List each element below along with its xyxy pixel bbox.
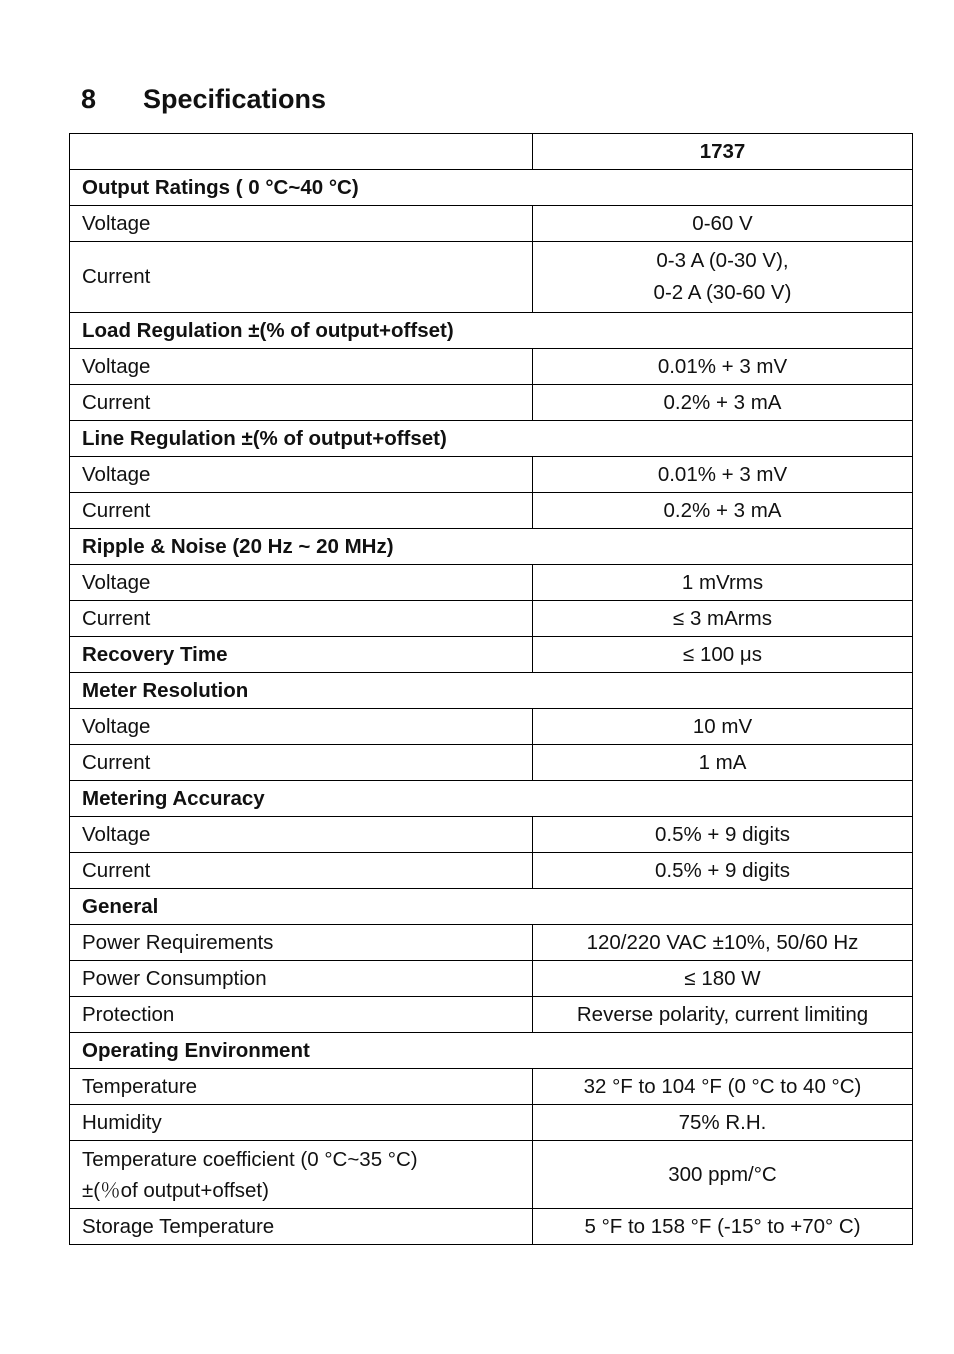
spec-value-line: 0-3 A (0-30 V),: [656, 249, 789, 272]
header-label-cell: [70, 134, 533, 170]
group-ripple-noise: Ripple & Noise (20 Hz ~ 20 MHz): [70, 529, 913, 565]
spec-label: Temperature: [70, 1069, 533, 1105]
spec-value: 1 mA: [533, 745, 913, 781]
group-load-regulation: Load Regulation ±(% of output+offset): [70, 313, 913, 349]
spec-label: [70, 1141, 533, 1209]
model-number-header: 1737: [533, 134, 913, 170]
spec-label: Current: [70, 385, 533, 421]
table-row: [70, 206, 913, 242]
spec-value: 75% R.H.: [533, 1105, 913, 1141]
spec-value: 32 °F to 104 °F (0 °C to 40 °C): [533, 1069, 913, 1105]
table-row: [70, 709, 913, 745]
section-title: Specifications: [143, 84, 327, 114]
table-row: [70, 493, 913, 529]
spec-label: Voltage: [70, 457, 533, 493]
spec-value: 0.5% + 9 digits: [533, 817, 913, 853]
spec-label: Voltage: [70, 565, 533, 601]
spec-label: Current: [70, 601, 533, 637]
table-row: [70, 961, 913, 997]
group-meter-resolution: Meter Resolution: [70, 673, 913, 709]
group-row: [70, 889, 913, 925]
table-row: [70, 745, 913, 781]
table-row: [70, 1209, 913, 1245]
spec-label: Voltage: [70, 817, 533, 853]
spec-label: Current: [70, 242, 533, 313]
table-row: [70, 1105, 913, 1141]
spec-value: 10 mV: [533, 709, 913, 745]
spec-label: Current: [70, 493, 533, 529]
table-row: [70, 925, 913, 961]
table-row: [70, 853, 913, 889]
group-general: General: [70, 889, 913, 925]
spec-label: Voltage: [70, 349, 533, 385]
spec-value: 5 °F to 158 °F (-15° to +70° C): [533, 1209, 913, 1245]
spec-label: Voltage: [70, 709, 533, 745]
group-output-ratings: Output Ratings ( 0 °C~40 °C): [70, 170, 913, 206]
spec-value: 0.5% + 9 digits: [533, 853, 913, 889]
spec-value: 0.01% + 3 mV: [533, 349, 913, 385]
section-heading: [81, 84, 326, 115]
group-row: [70, 529, 913, 565]
spec-value: 0.2% + 3 mA: [533, 493, 913, 529]
spec-label: Recovery Time: [70, 637, 533, 673]
spec-value: ≤ 3 mArms: [533, 601, 913, 637]
table-row: [70, 637, 913, 673]
spec-label: Protection: [70, 997, 533, 1033]
spec-label-line: Temperature coefficient (0 °C~35 °C): [82, 1147, 418, 1171]
section-number: 8: [81, 84, 97, 114]
spec-value: Reverse polarity, current limiting: [533, 997, 913, 1033]
spec-value: 120/220 VAC ±10%, 50/60 Hz: [533, 925, 913, 961]
spec-label: Power Requirements: [70, 925, 533, 961]
table-row: [70, 997, 913, 1033]
spec-label: Storage Temperature: [70, 1209, 533, 1245]
table-row: [70, 1069, 913, 1105]
spec-label: Humidity: [70, 1105, 533, 1141]
table-row: [70, 385, 913, 421]
spec-label: Current: [70, 745, 533, 781]
spec-label: Power Consumption: [70, 961, 533, 997]
group-row: [70, 313, 913, 349]
table-row: [70, 242, 913, 313]
specifications-table: [69, 133, 913, 1245]
spec-value: 300 ppm/°C: [533, 1141, 913, 1209]
table-row: [70, 457, 913, 493]
table-row: [70, 1141, 913, 1209]
spec-label: Voltage: [70, 206, 533, 242]
group-row: [70, 781, 913, 817]
spec-value: ≤ 100 μs: [533, 637, 913, 673]
spec-value: [533, 242, 913, 313]
spec-value: 0.01% + 3 mV: [533, 457, 913, 493]
group-line-regulation: Line Regulation ±(% of output+offset): [70, 421, 913, 457]
group-row: [70, 170, 913, 206]
table-row: [70, 565, 913, 601]
group-row: [70, 421, 913, 457]
spec-value: 1 mVrms: [533, 565, 913, 601]
table-row: [70, 817, 913, 853]
spec-label: Current: [70, 853, 533, 889]
spec-value: 0-60 V: [533, 206, 913, 242]
spec-value: 0.2% + 3 mA: [533, 385, 913, 421]
table-row: [70, 601, 913, 637]
table-row: [70, 349, 913, 385]
group-row: [70, 1033, 913, 1069]
group-operating-environment: Operating Environment: [70, 1033, 913, 1069]
spec-value: ≤ 180 W: [533, 961, 913, 997]
group-metering-accuracy: Metering Accuracy: [70, 781, 913, 817]
table-header-row: [70, 134, 913, 170]
group-row: [70, 673, 913, 709]
spec-value-line: 0-2 A (30-60 V): [653, 281, 792, 304]
spec-label-line: ±(％of output+offset): [82, 1178, 269, 1202]
